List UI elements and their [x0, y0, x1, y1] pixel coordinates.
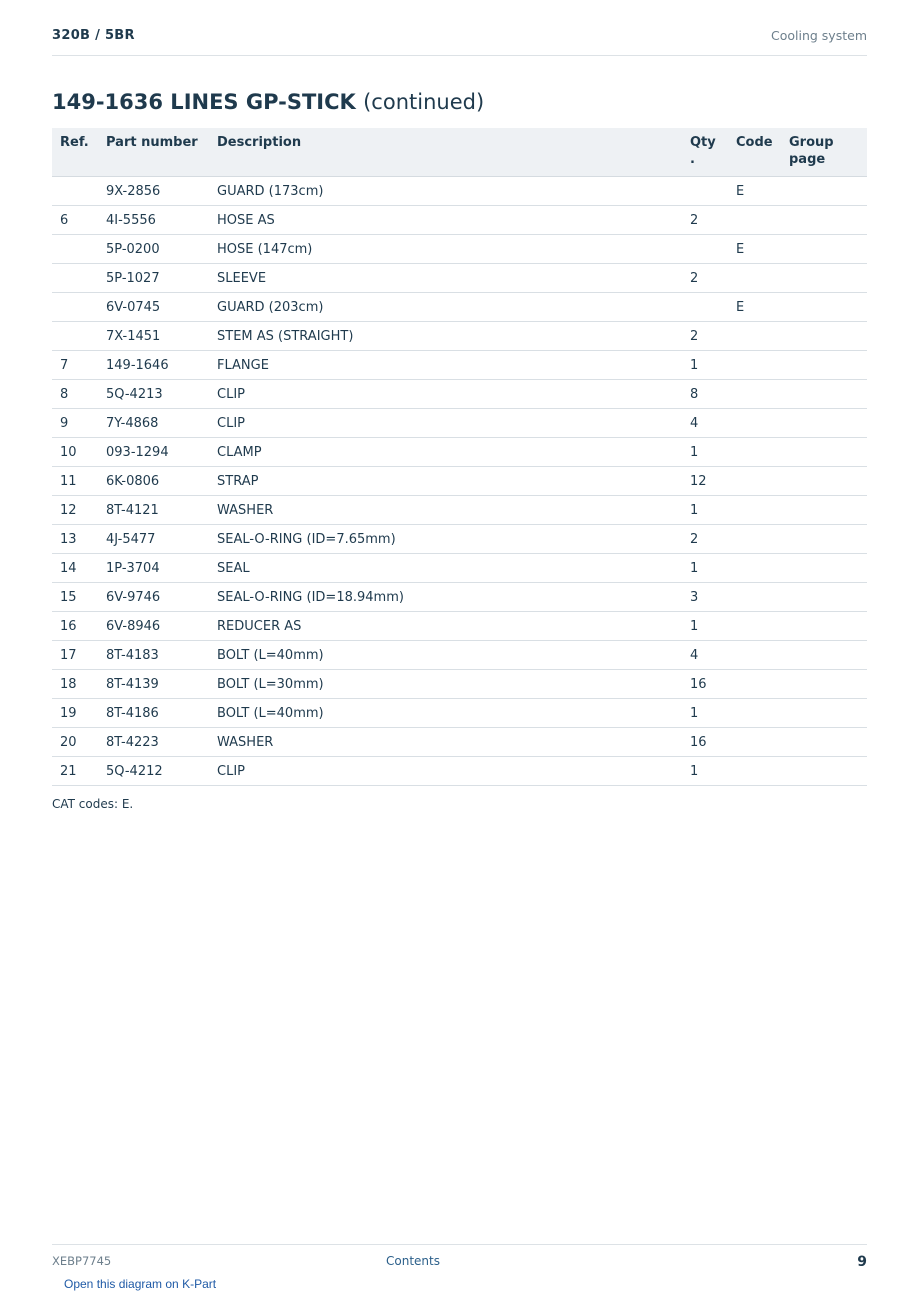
cell-group-page [781, 641, 867, 670]
cell-description: SLEEVE [209, 264, 682, 293]
cell-qty: 2 [682, 525, 728, 554]
cell-description: STEM AS (STRAIGHT) [209, 322, 682, 351]
table-row [52, 438, 867, 467]
cell-group-page [781, 438, 867, 467]
cell-ref: 17 [52, 641, 98, 670]
cell-part-number: 4J-5477 [98, 525, 209, 554]
section-name: Cooling system [771, 28, 867, 43]
cell-qty: 16 [682, 670, 728, 699]
cell-group-page [781, 467, 867, 496]
cell-group-page [781, 409, 867, 438]
cell-code [728, 206, 781, 235]
cell-ref: 8 [52, 380, 98, 409]
cell-qty [682, 235, 728, 264]
cell-ref: 10 [52, 438, 98, 467]
cell-code [728, 467, 781, 496]
cell-qty: 1 [682, 438, 728, 467]
cell-description: BOLT (L=40mm) [209, 641, 682, 670]
cell-qty: 12 [682, 467, 728, 496]
cell-description: SEAL-O-RING (ID=18.94mm) [209, 583, 682, 612]
cell-description: HOSE (147cm) [209, 235, 682, 264]
cell-qty: 1 [682, 496, 728, 525]
table-row [52, 525, 867, 554]
cell-description: HOSE AS [209, 206, 682, 235]
table-header-row [52, 128, 867, 177]
cell-description: BOLT (L=30mm) [209, 670, 682, 699]
cell-part-number: 093-1294 [98, 438, 209, 467]
cell-description: STRAP [209, 467, 682, 496]
cell-group-page [781, 525, 867, 554]
cell-description: SEAL [209, 554, 682, 583]
table-row [52, 583, 867, 612]
cell-part-number: 1P-3704 [98, 554, 209, 583]
col-header-qty: Qty . [682, 128, 728, 177]
cell-description: SEAL-O-RING (ID=7.65mm) [209, 525, 682, 554]
cell-code: E [728, 235, 781, 264]
cell-description: CLIP [209, 757, 682, 786]
cell-description: GUARD (173cm) [209, 177, 682, 206]
cell-ref: 9 [52, 409, 98, 438]
cell-qty: 2 [682, 264, 728, 293]
page-footer [52, 1244, 867, 1271]
col-header-group-page: Group page [781, 128, 867, 177]
table-row [52, 351, 867, 380]
cell-group-page [781, 583, 867, 612]
kpart-diagram-link[interactable]: Open this diagram on K-Part [64, 1277, 217, 1291]
cell-part-number: 8T-4139 [98, 670, 209, 699]
cell-ref: 7 [52, 351, 98, 380]
cell-part-number: 8T-4223 [98, 728, 209, 757]
cell-ref: 21 [52, 757, 98, 786]
cell-qty: 1 [682, 757, 728, 786]
table-row [52, 670, 867, 699]
table-row [52, 409, 867, 438]
cell-description: REDUCER AS [209, 612, 682, 641]
cell-code [728, 583, 781, 612]
cell-qty: 16 [682, 728, 728, 757]
cell-ref: 12 [52, 496, 98, 525]
table-row [52, 757, 867, 786]
cell-qty: 2 [682, 206, 728, 235]
cell-code [728, 380, 781, 409]
cell-code [728, 641, 781, 670]
cell-qty: 4 [682, 409, 728, 438]
title-suffix: (continued) [363, 90, 485, 114]
table-row [52, 728, 867, 757]
cell-code [728, 757, 781, 786]
cell-part-number: 5P-0200 [98, 235, 209, 264]
cell-code [728, 322, 781, 351]
cell-group-page [781, 235, 867, 264]
cell-group-page [781, 670, 867, 699]
cell-description: BOLT (L=40mm) [209, 699, 682, 728]
col-header-ref: Ref. [52, 128, 98, 177]
cell-group-page [781, 322, 867, 351]
cell-part-number: 7Y-4868 [98, 409, 209, 438]
page-header [52, 28, 867, 56]
cell-group-page [781, 699, 867, 728]
cell-part-number: 8T-4186 [98, 699, 209, 728]
cell-code [728, 409, 781, 438]
cell-part-number: 8T-4183 [98, 641, 209, 670]
cell-ref: 16 [52, 612, 98, 641]
cell-qty: 3 [682, 583, 728, 612]
cell-code [728, 554, 781, 583]
cell-description: WASHER [209, 728, 682, 757]
table-row [52, 554, 867, 583]
parts-table [52, 128, 867, 786]
page-number: 9 [857, 1254, 867, 1270]
cell-part-number: 8T-4121 [98, 496, 209, 525]
cell-code [728, 728, 781, 757]
cell-qty: 8 [682, 380, 728, 409]
cell-ref: 19 [52, 699, 98, 728]
cell-description: CLAMP [209, 438, 682, 467]
table-row [52, 496, 867, 525]
document-id: XEBP7745 [52, 1254, 112, 1268]
cell-description: FLANGE [209, 351, 682, 380]
cell-part-number: 6V-0745 [98, 293, 209, 322]
cell-ref: 6 [52, 206, 98, 235]
cell-ref: 20 [52, 728, 98, 757]
cell-qty: 4 [682, 641, 728, 670]
cell-qty: 2 [682, 322, 728, 351]
cell-ref [52, 177, 98, 206]
cell-code [728, 612, 781, 641]
table-row [52, 380, 867, 409]
cell-code [728, 264, 781, 293]
cell-code [728, 496, 781, 525]
cell-qty: 1 [682, 351, 728, 380]
cell-part-number: 6K-0806 [98, 467, 209, 496]
table-row [52, 467, 867, 496]
cell-code [728, 351, 781, 380]
cell-group-page [781, 264, 867, 293]
machine-model: 320B / 5BR [52, 28, 135, 43]
cell-qty: 1 [682, 612, 728, 641]
table-row [52, 322, 867, 351]
cell-code [728, 670, 781, 699]
cell-group-page [781, 380, 867, 409]
title-main: 149-1636 LINES GP-STICK [52, 90, 356, 114]
cell-group-page [781, 612, 867, 641]
cell-description: WASHER [209, 496, 682, 525]
table-row [52, 206, 867, 235]
col-header-code: Code [728, 128, 781, 177]
cell-ref [52, 322, 98, 351]
cell-ref: 11 [52, 467, 98, 496]
cell-code: E [728, 177, 781, 206]
table-row [52, 177, 867, 206]
page-title [52, 90, 484, 114]
cell-part-number: 5Q-4213 [98, 380, 209, 409]
cell-group-page [781, 757, 867, 786]
cat-codes-note: CAT codes: E. [52, 797, 134, 811]
cell-ref: 18 [52, 670, 98, 699]
parts-table-body [52, 177, 867, 786]
cell-description: CLIP [209, 409, 682, 438]
cell-qty: 1 [682, 699, 728, 728]
cell-group-page [781, 496, 867, 525]
table-row [52, 264, 867, 293]
cell-part-number: 9X-2856 [98, 177, 209, 206]
cell-part-number: 5Q-4212 [98, 757, 209, 786]
cell-part-number: 7X-1451 [98, 322, 209, 351]
table-row [52, 612, 867, 641]
cell-part-number: 6V-8946 [98, 612, 209, 641]
cell-description: GUARD (203cm) [209, 293, 682, 322]
cell-group-page [781, 177, 867, 206]
cell-ref: 15 [52, 583, 98, 612]
cell-part-number: 6V-9746 [98, 583, 209, 612]
cell-group-page [781, 293, 867, 322]
table-row [52, 641, 867, 670]
cell-code: E [728, 293, 781, 322]
table-row [52, 293, 867, 322]
cell-code [728, 699, 781, 728]
cell-part-number: 4I-5556 [98, 206, 209, 235]
cell-ref [52, 293, 98, 322]
cell-part-number: 5P-1027 [98, 264, 209, 293]
cell-part-number: 149-1646 [98, 351, 209, 380]
cell-group-page [781, 351, 867, 380]
cell-code [728, 525, 781, 554]
cell-ref: 13 [52, 525, 98, 554]
cell-group-page [781, 206, 867, 235]
cell-group-page [781, 554, 867, 583]
cell-qty [682, 177, 728, 206]
cell-ref [52, 235, 98, 264]
cell-group-page [781, 728, 867, 757]
cell-ref: 14 [52, 554, 98, 583]
col-header-part-number: Part number [98, 128, 209, 177]
cell-qty: 1 [682, 554, 728, 583]
col-header-description: Description [209, 128, 682, 177]
contents-link[interactable]: Contents [386, 1254, 440, 1268]
cell-description: CLIP [209, 380, 682, 409]
cell-qty [682, 293, 728, 322]
table-row [52, 699, 867, 728]
cell-code [728, 438, 781, 467]
table-row [52, 235, 867, 264]
cell-ref [52, 264, 98, 293]
